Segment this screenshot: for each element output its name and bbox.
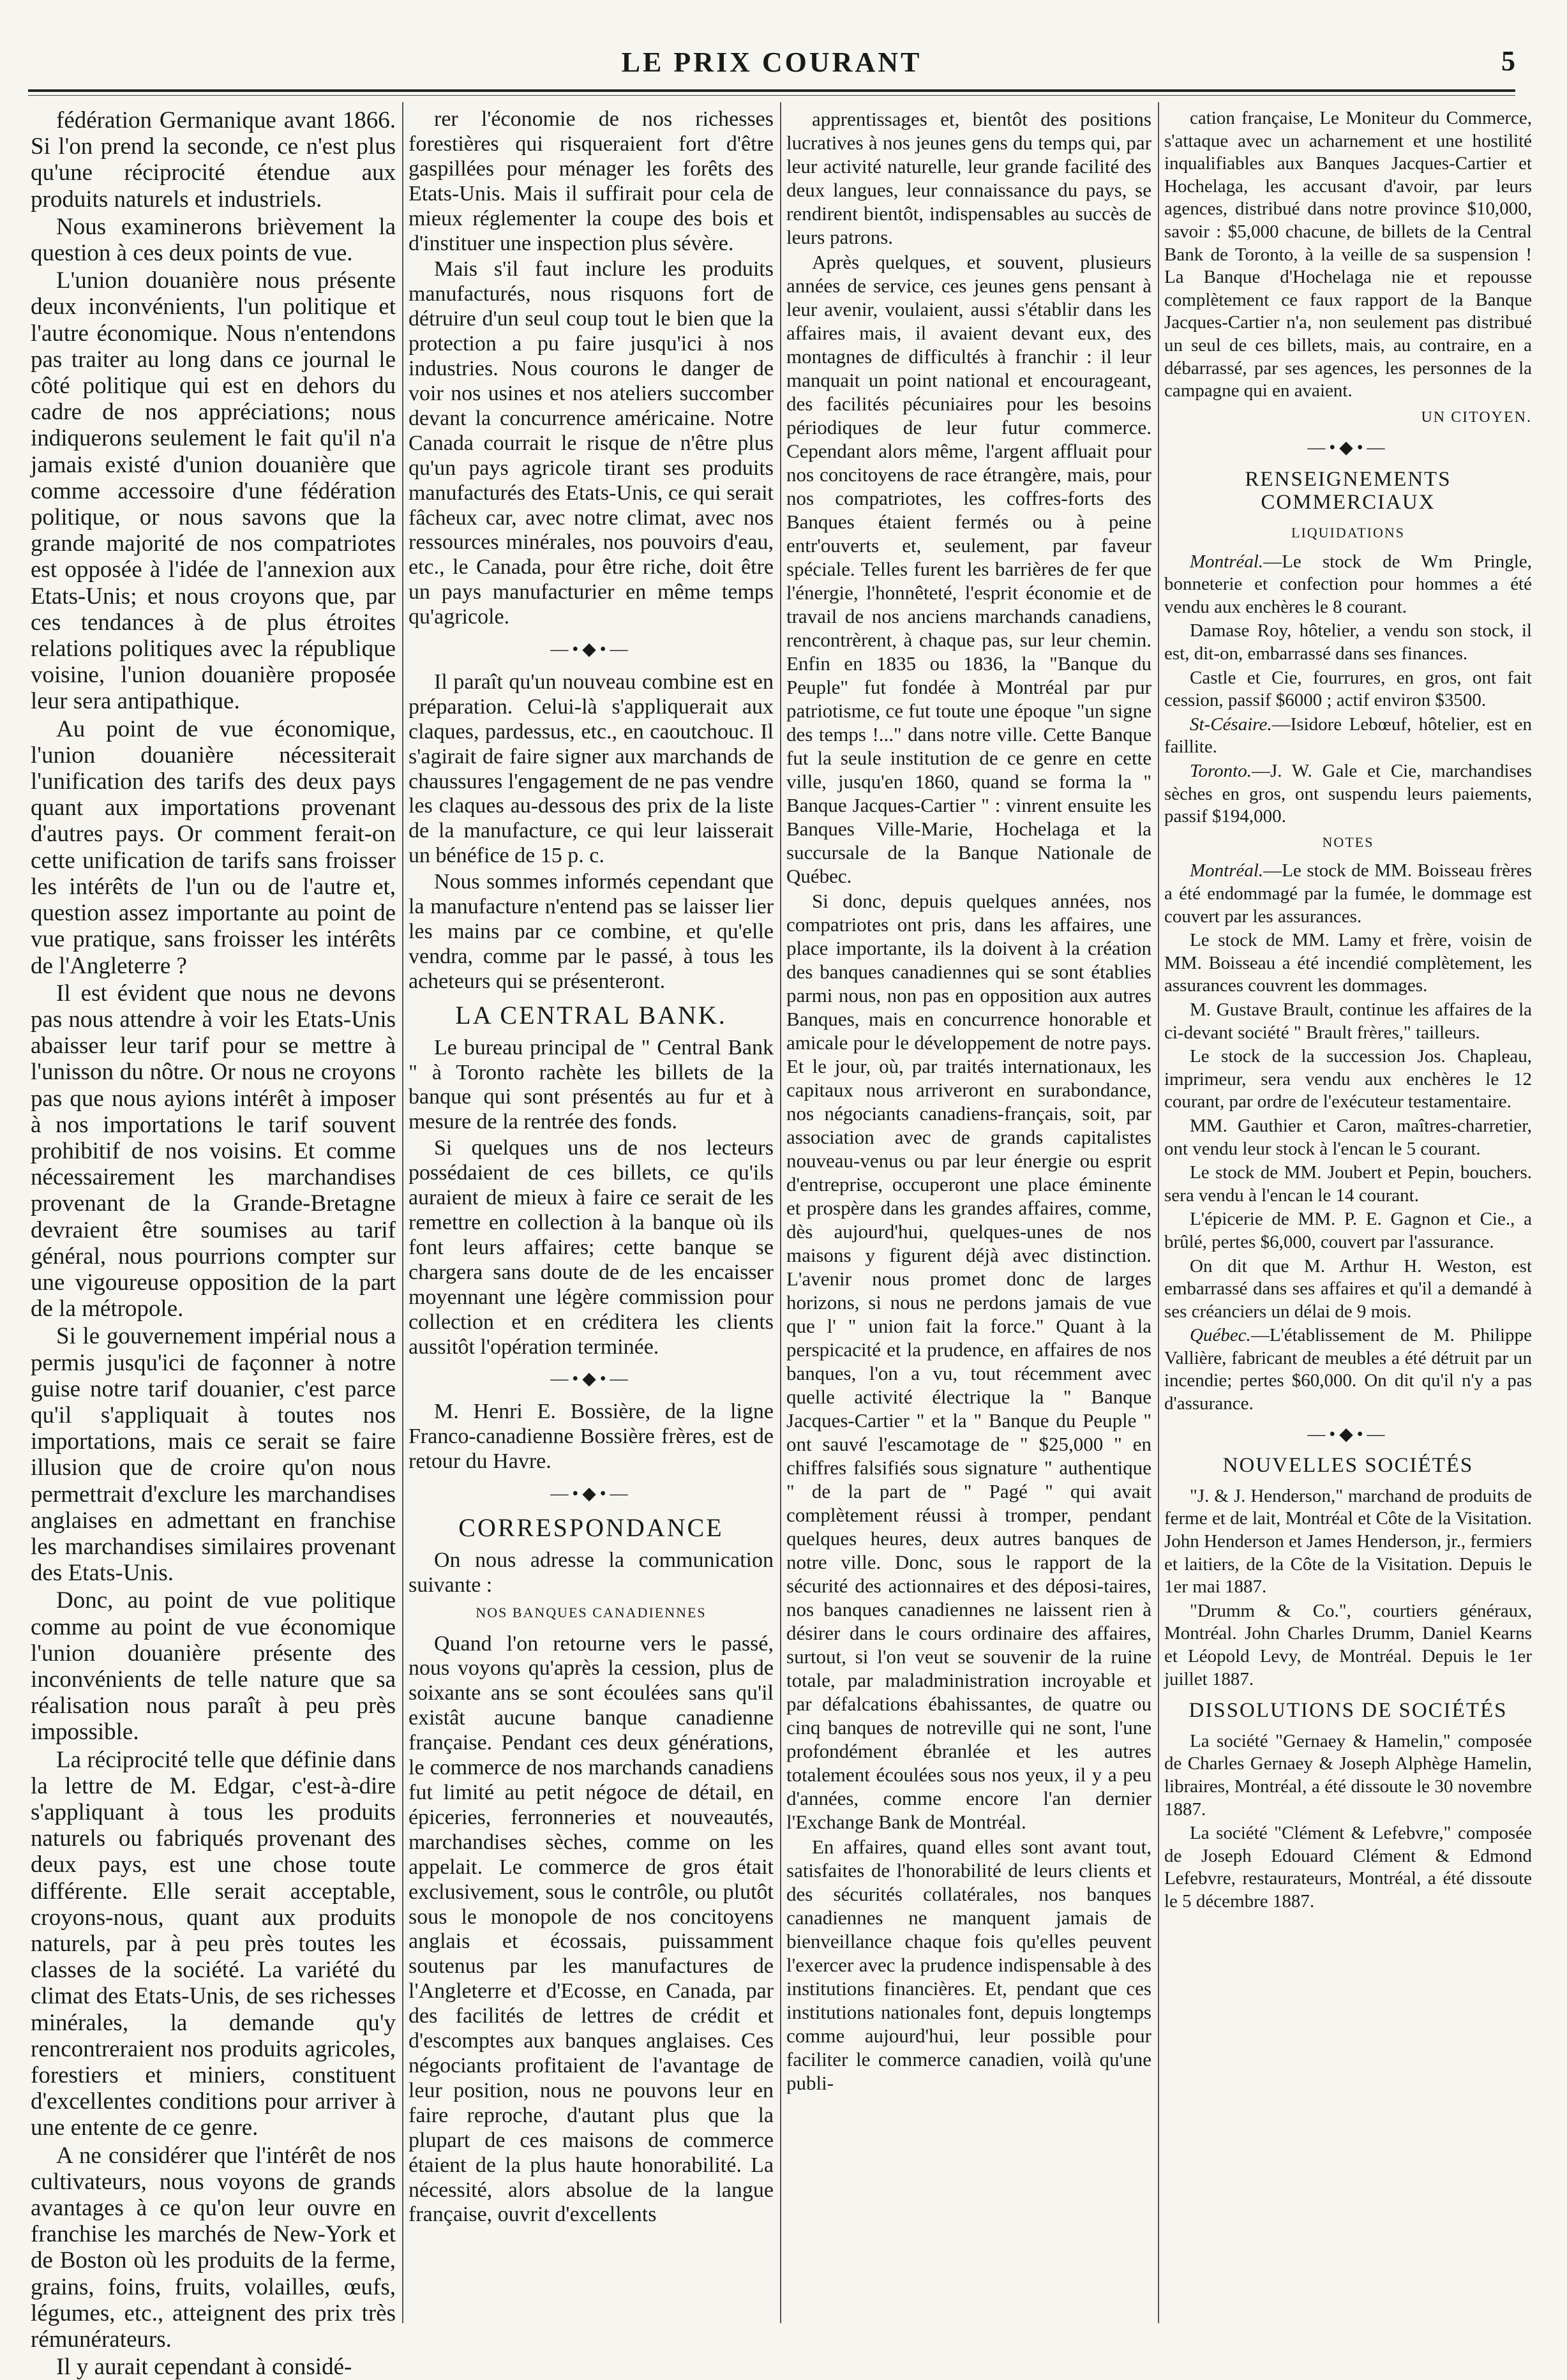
list-item <box>1164 1115 1532 1160</box>
list-item <box>1164 1045 1532 1114</box>
item-text: —L'établissement de M. Philippe Vallière, fabricant de meubles a été détruit par un incendie; pertes $60,000. On dit qu'il n'y a pas d'assurance. <box>1164 1325 1532 1414</box>
list-item <box>1164 1208 1532 1254</box>
section-subheading-notes: NOTES <box>1322 834 1374 850</box>
column-4 <box>1164 107 1532 2322</box>
masthead <box>28 38 1515 96</box>
article-paragraph: Si le gouvernement impérial nous a permis jusqu'ici de façonner à notre guise notre tarif douanier, c'est parce qu'il s'appliquait à toutes nos importations, mais ce serait se faire illusion que de croire qu'on nous permettrait d'exclure les marchandises anglaises en admettant en franchise les marchandises similaires provenant des Etats-Unis. <box>31 1323 396 1587</box>
article-paragraph: Il y aurait cependant à considé- <box>56 2354 352 2380</box>
article-paragraph: A ne considérer que l'intérêt de nos cultivateurs, nous voyons de grands avantages à ce qu'on leur ouvre en franchise les marchés de New-York et de Boston où les produits de la ferme, grains, foins, fruits, volailles, œufs, légumes, etc., atteignent des prix très rémunérateurs. <box>31 2142 396 2353</box>
article-paragraph: Si donc, depuis quelques années, nos compatriotes ont pris, dans les affaires, une place importante, ils la doivent à la création des banques canadiennes qui se sont établies parmi nous, non pas en opposition aux autres Banques, mais en concurrence honorable et amicale pour le développement de notre pays. Et le jour, où, par traités internationaux, les capitaux nous arriveront en surabondance, nos négociants canadiens-français, soit, par association avec de grands capitalistes nouveau-venus ou par leur énergie ou esprit d'entreprise, occuperont une place éminente et prospère dans les grandes affaires, comme, dès aujourd'hui, quelques-unes de nos maisons y figurent déjà avec distinction. L'avenir nous promet donc de larges horizons, si nous ne perdons jamais de vue que l' " union fait la force." Quant à la perspicacité et la prudence, en affaires de nos banques, l'on a vu, tout récemment avec quelle activité électrique la " Banque Jacques-Cartier " et la " Banque du Peuple " ont sauvé l'escamotage de " $25,000 " en chiffres falsifiés sous signature " authentique " de la part de " Pagé " qui avait complètement réussi à tromper, pendant quelques heures, deux autres banques de notre ville. Donc, sous le rapport de la sécurité des actionnaires et des déposi-taires, nos banques canadiennes ne laissent rien à désirer dans le cours ordinaire des affaires, surtout, si l'on veut se souvenir de la ruine totale, par maladministration incroyable et par défalcations ébahissantes, de quatre ou cinq banques de notreville qui ne sont, l'une profondément ébranlée et les autres totalement écoulées sous nos yeux, il y a peu d'années, comme encore l'an dernier l'Exchange Bank de Montréal. <box>786 890 1151 1833</box>
item-text: On dit que M. Arthur H. Weston, est embarrassé dans ses affaires et qu'il a demandé à ses créanciers un délai de 9 mois. <box>1164 1255 1532 1322</box>
item-text: Le stock de MM. Joubert et Pepin, bouchers. sera vendu à l'encan le 14 courant. <box>1164 1162 1532 1206</box>
article-paragraph: L'union douanière nous présente deux inconvénients, l'un politique et l'autre économique. Nous n'entendons pas traiter au long dans ce journal le côté politique qui est en dehors du cadre de nos appréciations; nous indiquerons seulement le fait qu'il n'a jamais existé d'union douanière que comme accessoire d'une fédération politique, or nous savons que la grande majorité de nos compatriotes est opposée à l'idée de l'annexion aux Etats-Unis; et nous croyons que, par ces tendances à de plus étroites relations politiques avec la république voisine, l'union douanière proposée leur sera antipathique. <box>31 267 396 715</box>
list-item: "Drumm & Co.", courtiers généraux, Montréal. John Charles Drumm, Daniel Kearns et Léopold Levy, de Montréal. Depuis le 1er juillet 1887. <box>1164 1600 1532 1689</box>
article-paragraph: rer l'économie de nos richesses forestières qui risqueraient fort d'être gaspillées pour ménager les forêts des Etats-Unis. Mais il suffirait pour cela de mieux réglementer la coupe des bois et d'instituer une inspection plus sévère. <box>409 107 774 255</box>
item-location: St-Césaire. <box>1190 714 1272 735</box>
list-item <box>1164 860 1532 928</box>
item-text: L'épicerie de MM. P. E. Gagnon et Cie., a brûlé, pertes $6,000, couvert par l'assurance. <box>1164 1209 1532 1252</box>
column-2 <box>409 107 774 2322</box>
item-text: Le stock de la succession Jos. Chapleau, imprimeur, sera vendu aux enchères le 12 courant, par ordre de l'exécuteur testamentaire. <box>1164 1046 1532 1112</box>
article-paragraph: Il paraît qu'un nouveau combine est en préparation. Celui-là s'appliquerait aux claques, pardessus, etc., en caoutchouc. Il s'agirait de faire signer aux marchands de chaussures l'engagement de ne pas vendre les claques au-dessous des prix de la liste de la manufacture, ce qui leur laisserait un bénéfice de 15 p. c. <box>409 670 774 868</box>
article-paragraph: cation française, Le Moniteur du Commerce, s'attaque avec un acharnement et une hostilité inqualifiables aux Banques Jacques-Cartier et Hochelaga, les accusant d'avoir, par leurs agences, distribué dans notre province $10,000, savoir : $5,000 chacune, de billets de la Central Bank de Toronto, à la veille de sa suspension ! La Banque d'Hochelaga nie et repousse complètement ce faux rapport de la Banque Jacques-Cartier n'a, non seulement pas distribué un seul de ces billets, mais, au contraire, en a débarrassé, par ses agences, les personnes de la campagne qui en avaient. <box>1164 108 1532 401</box>
item-text: —Le stock de MM. Boisseau frères a été endommagé par la fumée, le dommage est couvert par les assurances. <box>1164 860 1532 927</box>
page-number: 5 <box>1501 45 1515 77</box>
list-item <box>1164 714 1532 759</box>
article-paragraph: Après quelques, et souvent, plusieurs années de service, ces jeunes gens pensant à leur avenir, voulaient, aussi s'établir dans les affaires mais, il avaient devant eux, des montagnes de difficultés à franchir : il leur manquait un point national et encourageant, des facilités pécuniaires pour les besoins périodiques de leur futur commerce. Cependant alors même, l'argent affluait pour nos concitoyens de race étrangère, mais, pour nos compatriotes, les coffres-forts des Banques étaient fermés ou à peine entr'ouverts et, seulement, par faveur spéciale. Telles furent les barrières de fer que l'énergie, l'honnêteté, l'esprit économie et de travail de nos anciens marchands canadiens, rencontrèrent, à chaque pas, sur leur chemin. Enfin en 1835 ou 1836, la "Banque du Peuple" fut fondée à Montréal par pur patriotisme, ce fut toute une époque "un signe des temps !..." dans notre ville. Cette Banque fut la seule institution de ce genre en cette ville, jusqu'en 1860, quand se forma la " Banque Jacques-Cartier " : vinrent ensuite les Banques Ville-Marie, Hochelaga et la succursale de la Banque Nationale de Québec. <box>786 251 1151 887</box>
item-location: Toronto. <box>1190 761 1252 782</box>
article-paragraph: On nous adresse la communication suivante : <box>409 1548 774 1597</box>
column-divider <box>780 102 781 2323</box>
page-title: LE PRIX COURANT <box>621 47 922 78</box>
article-paragraph: Le bureau principal de " Central Bank " à Toronto rachète les billets de la banque qui sont présentés au fur et à mesure de la rentrée des fonds. <box>409 1035 774 1134</box>
list-item <box>1164 1255 1532 1324</box>
section-ornament: —•◆•— <box>550 640 632 660</box>
section-heading-central-bank: LA CENTRAL BANK. <box>455 1000 727 1029</box>
section-heading-dissolutions: DISSOLUTIONS DE SOCIÉTÉS <box>1188 1699 1508 1723</box>
article-paragraph: M. Henri E. Bossière, de la ligne Franco-canadienne Bossière frères, est de retour du Havre. <box>409 1400 774 1474</box>
section-heading-correspondance: CORRESPONDANCE <box>458 1513 724 1542</box>
item-text: —Le stock de Wm Pringle, bonneterie et confection pour hommes a été vendu aux enchères le 8 courant. <box>1164 551 1532 617</box>
section-ornament: —•◆•— <box>550 1484 632 1504</box>
item-location: Québec. <box>1190 1325 1251 1346</box>
item-location: Montréal. <box>1190 551 1264 572</box>
article-paragraph: apprentissages et, bientôt des positions lucratives à nos jeunes gens du temps qui, par leur activité naturelle, leur grande facilité des deux langues, leur connaissance du pays, se rendirent bientôt, indispensables au succès de leurs patrons. <box>786 108 1151 248</box>
item-text: Damase Roy, hôtelier, a vendu son stock, il est, dit-on, embarrassé dans ses finances. <box>1164 620 1532 664</box>
list-item: La société "Clément & Lefebvre," composée de Joseph Edouard Clément & Edmond Lefebvre, restaurateurs, Montréal, a été dissoute le 5 décembre 1887. <box>1164 1823 1532 1912</box>
article-paragraph: Au point de vue économique, l'union douanière nécessiterait l'unification des tarifs des deux pays quant aux importations provenant d'autres pays. Or comment ferait-on cette unification de tarifs sans froisser les intérêts de l'un ou de l'autre et, question assez importante au point de vue pratique, sans froisser les intérêts de l'Angleterre ? <box>31 715 396 979</box>
item-text: —J. W. Gale et Cie, marchandises sèches en gros, ont suspendu leurs paiements, passif $194,000. <box>1164 761 1532 827</box>
section-subheading-liquidations: LIQUIDATIONS <box>1291 525 1405 541</box>
list-item <box>1164 620 1532 665</box>
list-item: La société "Gernaey & Hamelin," composée de Charles Gernaey & Joseph Alphège Hamelin, libraires, Montréal, a été dissoute le 30 novembre 1887. <box>1164 1730 1532 1820</box>
article-paragraph: La réciprocité telle que définie dans la lettre de M. Edgar, c'est-à-dire s'appliquant à tous les produits naturels ou fabriqués provenant des deux pays, est une chose toute différente. Elle serait acceptable, croyons-nous, quant aux produits naturels, par à peu près toutes les classes de la société. La variété du climat des Etats-Unis, de ses richesses minérales, la demande qu'y rencontreraient nos produits agricoles, forestiers et miniers, constituent d'excellentes conditions pour arriver à une entente de ce genre. <box>31 1746 396 2141</box>
list-item <box>1164 1162 1532 1207</box>
list-item <box>1164 929 1532 998</box>
item-location: Montréal. <box>1190 860 1264 881</box>
article-paragraph: Mais s'il faut inclure les produits manufacturés, nous risquons fort de détruire d'un seul coup tout le bien que la protection a pu faire jusqu'ici à nos industries. Nous courons le danger de voir nos usines et nos ateliers succomber devant la concurrence américaine. Notre Canada courrait le risque de n'être plus qu'un pays agricole tirant ses produits manufacturés des Etats-Unis, ce qui serait fâcheux car, avec notre climat, avec nos ressources minérales, nos pouvoirs d'eau, etc., le Canada, pour être riche, doit être un pays manufacturier en même temps qu'agricole. <box>409 257 774 629</box>
list-item <box>1164 1324 1532 1415</box>
article-paragraph: Si quelques uns de nos lecteurs possédaient de ces billets, ce qu'ils auraient de mieux à faire ce serait de les remettre en collection à la banque où ils font leurs affaires; cette banque se chargera sans doute de de les encaisser moyennant une légère commission pour collection et en créditera les clients aussitôt l'opération terminée. <box>409 1136 774 1359</box>
column-divider <box>402 102 403 2323</box>
masthead-rule <box>28 89 1515 92</box>
section-heading-nouvelles-societes: NOUVELLES SOCIÉTÉS <box>1222 1454 1474 1478</box>
list-item <box>1164 999 1532 1044</box>
section-ornament: —•◆•— <box>1307 1424 1389 1444</box>
item-text: Castle et Cie, fourrures, en gros, ont fait cession, passif $6000 ; actif environ $3500. <box>1164 667 1532 711</box>
list-item: "J. & J. Henderson," marchand de produits de ferme et de lait, Montréal et Côte de la Visitation. John Henderson et James Henderson, jr., fermiers et laitiers, de la Côte de la Visitation. Depuis le 1er mai 1887. <box>1164 1485 1532 1598</box>
column-3 <box>786 107 1151 2322</box>
article-paragraph: Nous examinerons brièvement la question à ces deux points de vue. <box>31 213 396 267</box>
article-paragraph: Il est évident que nous ne devons pas nous attendre à voir les Etats-Unis abaisser leur tarif pour se mettre à l'unisson du nôtre. Or nous ne croyons pas que nous ayions intérêt à imposer à nos importations le tarif souvent prohibitif de nos voisins. Et comme nécessairement les marchandises provenant de la Grande-Bretagne devraient être soumises au tarif général, nous pourrions compter sur une vigoureuse opposition de la part de la métropole. <box>31 980 396 1322</box>
article-paragraph: En affaires, quand elles sont avant tout, satisfaites de l'honorabilité de leurs clients et des sécurités collatérales, nos banques canadiennes ne manquent jamais de bienveillance chaque fois qu'elles peuvent l'exercer avec la prudence indispensable à des institutions financières. Et, pendant que ces institutions nationales font, depuis longtemps comme aujourd'hui, leur possible pour faciliter le commerce canadien, voilà qu'une publi- <box>786 1836 1151 2094</box>
section-subheading: NOS BANQUES CANADIENNES <box>476 1604 707 1620</box>
masthead-rule-thin <box>28 95 1515 96</box>
item-text: MM. Gauthier et Caron, maîtres-charretier, ont vendu leur stock à l'encan le 5 courant. <box>1164 1115 1532 1159</box>
list-item <box>1164 760 1532 828</box>
column-divider <box>1158 102 1159 2323</box>
article-paragraph: Donc, au point de vue politique comme au point de vue économique l'union douanière présente des inconvénients de telle nature que sa réalisation nous paraît à peu près impossible. <box>31 1587 396 1746</box>
item-text: —Isidore Lebœuf, hôtelier, est en faillite. <box>1164 714 1532 758</box>
article-paragraph: Quand l'on retourne vers le passé, nous voyons qu'après la cession, plus de soixante ans se sont écoulées sans qu'il existât aucune banque canadienne française. Pendant ces deux générations, le commerce de nos marchands canadiens fut limité au petit négoce de détail, en épiceries, ferronneries et nouveautés, marchandises sèches, comme on les appelait. Le commerce de gros était exclusivement, sous le contrôle, ou plutôt sous le monopole de nos concitoyens anglais et écossais, puissamment soutenus par les manufactures de l'Angleterre et d'Ecosse, en Canada, par des facilités de lettres de crédit et d'escomptes aux banques anglaises. Ces négociants profitaient de l'avantage de leur position, nous ne pouvons leur en faire reproche, d'autant plus que la plupart de ces maisons de commerce étaient de la plus haute honorabilité. La nécessité, alors absolue de la langue française, ouvrit d'excellents <box>409 1631 774 2227</box>
section-ornament: —•◆•— <box>1307 438 1389 458</box>
section-heading-renseignements: RENSEIGNEMENTS COMMERCIAUX <box>1245 467 1451 514</box>
item-text: Le stock de MM. Lamy et frère, voisin de MM. Boisseau a été incendié complètement, les assurances couvrent les dommages. <box>1164 930 1532 996</box>
column-1 <box>31 107 396 2380</box>
letter-signature: UN CITOYEN. <box>1421 408 1532 426</box>
list-item <box>1164 551 1532 619</box>
item-text: M. Gustave Brault, continue les affaires de la ci-devant société " Brault frères," tailleurs. <box>1164 999 1532 1043</box>
article-paragraph: fédération Germanique avant 1866. Si l'on prend la seconde, ce n'est plus qu'une réciprocité étendue aux produits naturels et industriels. <box>31 107 396 213</box>
section-ornament: —•◆•— <box>550 1369 632 1389</box>
article-paragraph: Nous sommes informés cependant que la manufacture n'entend pas se laisser lier les mains par ce combine, et qu'elle vendra, comme par le passé, à tous les acheteurs qui se présenteront. <box>409 870 774 993</box>
list-item <box>1164 667 1532 712</box>
